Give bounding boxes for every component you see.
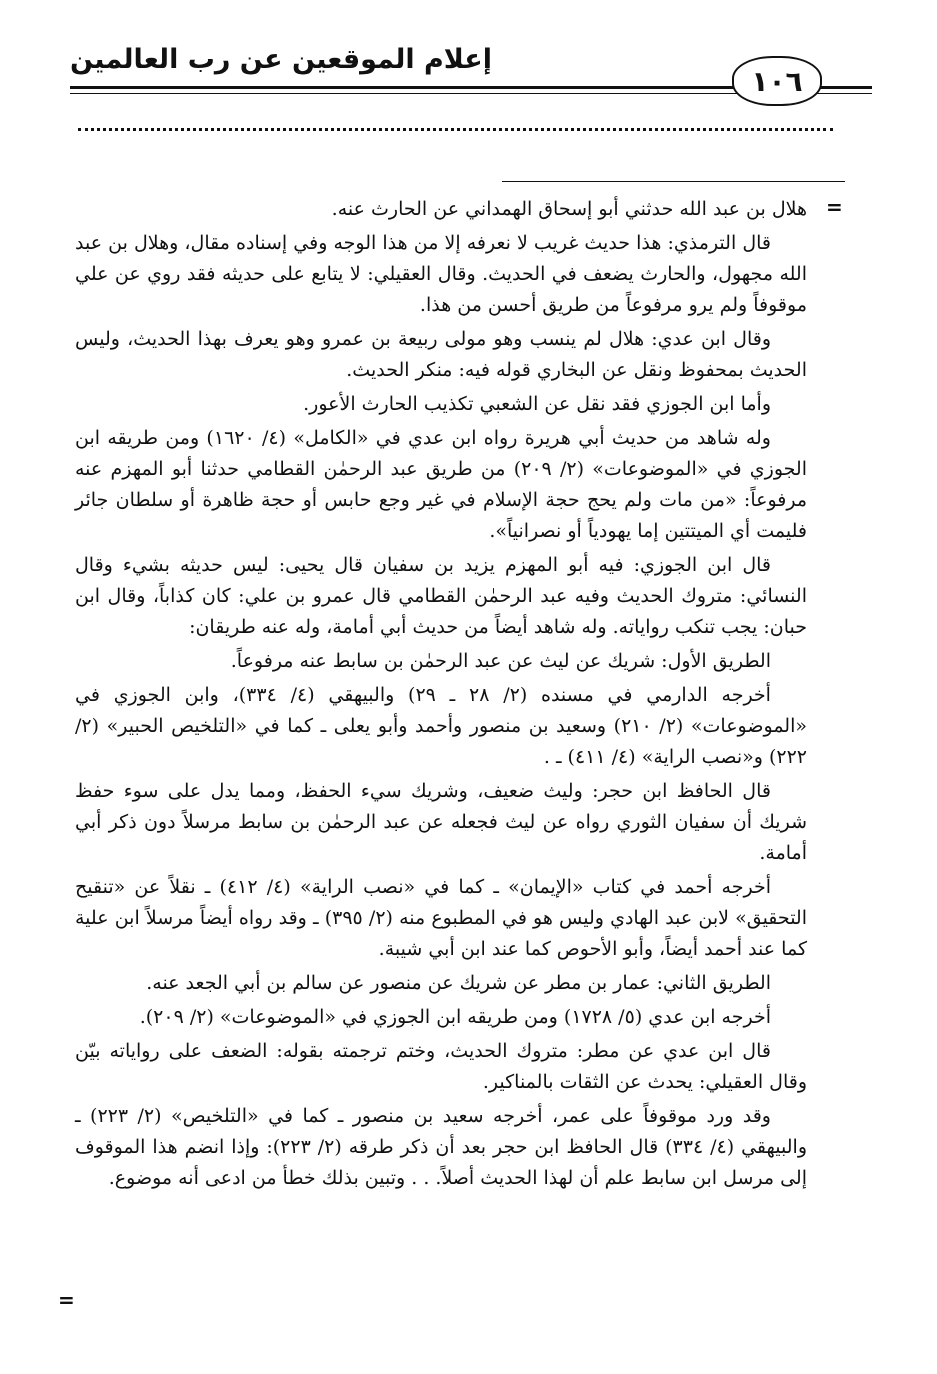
footnote-separator xyxy=(502,181,845,182)
footnote-body xyxy=(75,194,807,1197)
page-number-badge: ١٠٦ xyxy=(732,56,822,106)
paragraph: قال الحافظ ابن حجر: وليث ضعيف، وشريك سيء الحفظ، ومما يدل على سوء حفظ شريك أن سفيان الثوري رواه عن ليث فجعله عن عبد الرحمٰن بن سابط مرسلاً دون ذكر أبي أمامة. xyxy=(75,780,807,864)
dotted-divider xyxy=(78,128,833,131)
paragraph: أخرجه الدارمي في مسنده (٢/ ٢٨ ـ ٢٩) والبيهقي (٤/ ٣٣٤)، وابن الجوزي في «الموضوعات» (٢/ ٢١٠) وسعيد بن منصور وأحمد وأبو يعلى ـ كما في «التلخيص الحبير» (٢/ ٢٢٢) و«نصب الراية» (٤/ ٤١١) ـ . xyxy=(75,684,807,768)
paragraph: وأما ابن الجوزي فقد نقل عن الشعبي تكذيب الحارث الأعور. xyxy=(303,393,771,415)
paragraph: هلال بن عبد الله حدثني أبو إسحاق الهمداني عن الحارث عنه. xyxy=(331,198,807,220)
paragraph: وقد ورد موقوفاً على عمر، أخرجه سعيد بن منصور ـ كما في «التلخيص» (٢/ ٢٢٣) ـ والبيهقي (٤/ ٣٣٤) قال الحافظ ابن حجر بعد أن ذكر طرقه (٢/ ٢٢٣): وإذا انضم هذا الموقوف إلى مرسل ابن سابط علم أن لهذا الحديث أصلاً. . . وتبين بذلك خطأ من ادعى أنه موضوع. xyxy=(75,1105,807,1189)
continuation-mark-bottom: = xyxy=(58,1288,75,1312)
paragraph: قال الترمذي: هذا حديث غريب لا نعرفه إلا من هذا الوجه وفي إسناده مقال، وهلال بن عبد الله مجهول، والحارث يضعف في الحديث. وقال العقيلي: لا يتابع على حديثه فقد روي عن علي موقوفاً ولم يرو مرفوعاً من طريق أحسن من هذا. xyxy=(75,232,807,316)
continuation-mark-top: = xyxy=(826,195,843,219)
paragraph: وقال ابن عدي: هلال لم ينسب وهو مولى ربيعة بن عمرو وهو يعرف بهذا الحديث، وليس الحديث بمحفوظ ونقل عن البخاري قوله فيه: منكر الحديث. xyxy=(75,328,807,381)
paragraph: قال ابن عدي عن مطر: متروك الحديث، وختم ترجمته بقوله: الضعف على رواياته بيّن وقال العقيلي: يحدث عن الثقات بالمناكير. xyxy=(75,1040,807,1093)
running-header-title: إعلام الموقعين عن رب العالمين xyxy=(70,44,492,75)
paragraph: الطريق الأول: شريك عن ليث عن عبد الرحمٰن بن سابط عنه مرفوعاً. xyxy=(230,650,771,672)
paragraph: وله شاهد من حديث أبي هريرة رواه ابن عدي في «الكامل» (٤/ ١٦٢٠) ومن طريقه ابن الجوزي في «الموضوعات» (٢/ ٢٠٩) من طريق عبد الرحمٰن القطامي حدثنا أبو المهزم عنه مرفوعاً: «من مات ولم يحج حجة الإسلام في غير وجع حابس أو حجة ظاهرة أو سلطان جائر فليمت أي الميتتين إما يهودياً أو نصرانياً». xyxy=(75,427,807,542)
paragraph: الطريق الثاني: عمار بن مطر عن شريك عن منصور عن سالم بن أبي الجعد عنه. xyxy=(146,972,771,994)
paragraph: أخرجه ابن عدي (٥/ ١٧٢٨) ومن طريقه ابن الجوزي في «الموضوعات» (٢/ ٢٠٩). xyxy=(139,1006,771,1028)
paragraph: أخرجه أحمد في كتاب «الإيمان» ـ كما في «نصب الراية» (٤/ ٤١٢) ـ نقلاً عن «تنقيح التحقيق» لابن عبد الهادي وليس هو في المطبوع منه (٢/ ٣٩٥) ـ وقد رواه أيضاً مرسلاً ابن علية كما عند أحمد أيضاً، وأبو الأحوص كما عند ابن أبي شيبة. xyxy=(75,876,807,960)
paragraph: قال ابن الجوزي: فيه أبو المهزم يزيد بن سفيان قال يحيى: ليس حديثه بشيء وقال النسائي: متروك الحديث وفيه عبد الرحمٰن القطامي قال عمرو بن علي: كان كذاباً، وقال ابن حبان: يجب تنكب رواياته. وله شاهد أيضاً من حديث أبي أمامة، وله عنه طريقان: xyxy=(75,554,807,638)
